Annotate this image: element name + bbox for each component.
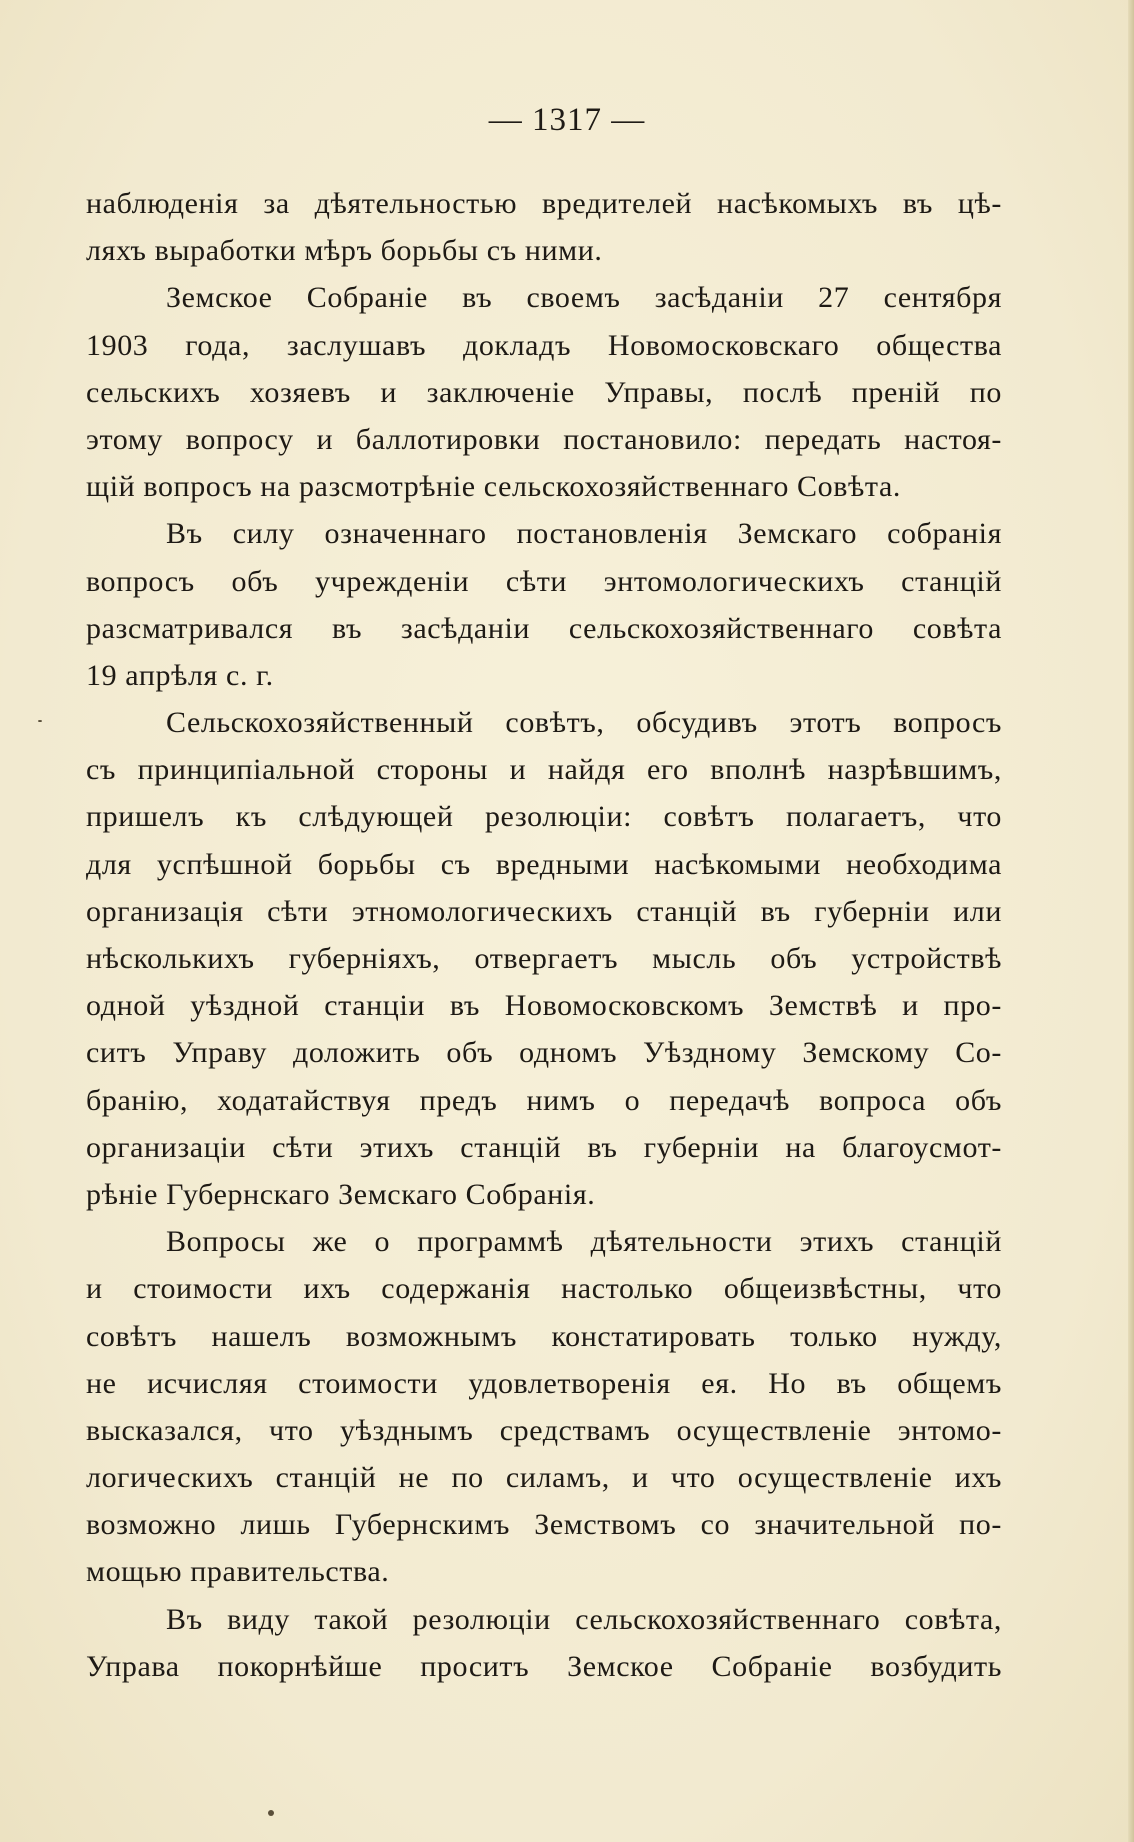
text-line: ляхъ выработки мѣръ борьбы съ ними.: [86, 234, 603, 268]
text-line: щій вопросъ на разсмотрѣніе сельскохозяйственнаго Совѣта.: [86, 470, 901, 504]
ink-speck: [268, 1810, 274, 1816]
text-line: вопросъ объ учрежденіи сѣти энтомологическихъ станцій: [86, 564, 1002, 598]
text-line: сельскихъ хозяевъ и заключеніе Управы, послѣ преній по: [86, 375, 1002, 409]
text-line: организаціи сѣти этихъ станцій въ губерніи на благоусмот-: [86, 1130, 1002, 1164]
text-line: Земское Собраніе въ своемъ засѣданіи 27 сентября: [166, 281, 1002, 315]
text-line: логическихъ станцій не по силамъ, и что осуществленіе ихъ: [86, 1461, 1002, 1495]
text-line: Въ силу означеннаго постановленія Земскаго собранія: [166, 517, 1002, 551]
text-line: 19 апрѣля с. г.: [86, 658, 274, 692]
text-line: 1903 года, заслушавъ докладъ Новомосковскаго общества: [86, 328, 1002, 362]
text-line: съ принципіальной стороны и найдя его вполнѣ назрѣвшимъ,: [86, 753, 1002, 787]
body-text: [86, 180, 1002, 1690]
text-line: совѣтъ нашелъ возможнымъ констатировать только нужду,: [86, 1319, 1002, 1353]
text-line: этому вопросу и баллотировки постановило: передать настоя-: [86, 422, 1002, 456]
text-line: высказался, что уѣзднымъ средствамъ осуществленіе энтомо-: [86, 1413, 1002, 1447]
text-line: организація сѣти этномологическихъ станцій въ губерніи или: [86, 894, 1002, 928]
ink-speck: [38, 720, 42, 722]
text-line: одной уѣздной станціи въ Новомосковскомъ Земствѣ и про-: [86, 989, 1002, 1023]
text-line: и стоимости ихъ содержанія настолько общеизвѣстны, что: [86, 1272, 1002, 1306]
text-line: наблюденія за дѣятельностью вредителей насѣкомыхъ въ цѣ-: [86, 187, 1002, 220]
page-number: — 1317 —: [488, 102, 646, 138]
text-line: Управа покорнѣйше проситъ Земское Собраніе возбудить: [86, 1649, 1002, 1683]
text-line: возможно лишь Губернскимъ Земствомъ со значительной по-: [86, 1508, 1002, 1542]
text-line: бранію, ходатайствуя предъ нимъ о передачѣ вопроса объ: [86, 1083, 1002, 1117]
text-line: не исчисляя стоимости удовлетворенія ея. Но въ общемъ: [86, 1366, 1002, 1400]
text-line: Сельскохозяйственный совѣтъ, обсудивъ этотъ вопросъ: [166, 706, 1002, 740]
text-line: нѣсколькихъ губерніяхъ, отвергаетъ мысль объ устройствѣ: [86, 942, 1002, 975]
text-line: Въ виду такой резолюціи сельскохозяйственнаго совѣта,: [166, 1602, 1002, 1636]
page-edge: [1128, 0, 1134, 1842]
text-line: для успѣшной борьбы съ вредными насѣкомыми необходима: [86, 847, 1002, 881]
text-line: ситъ Управу доложить объ одномъ Уѣздному Земскому Со-: [86, 1036, 1002, 1070]
text-line: Вопросы же о программѣ дѣятельности этихъ станцій: [166, 1225, 1002, 1259]
text-line: разсматривался въ засѣданіи сельскохозяйственнаго совѣта: [86, 611, 1002, 645]
text-line: пришелъ къ слѣдующей резолюціи: совѣтъ полагаетъ, что: [86, 800, 1002, 834]
text-line: мощью правительства.: [86, 1555, 390, 1589]
text-line: рѣніе Губернскаго Земскаго Собранія.: [86, 1177, 596, 1211]
